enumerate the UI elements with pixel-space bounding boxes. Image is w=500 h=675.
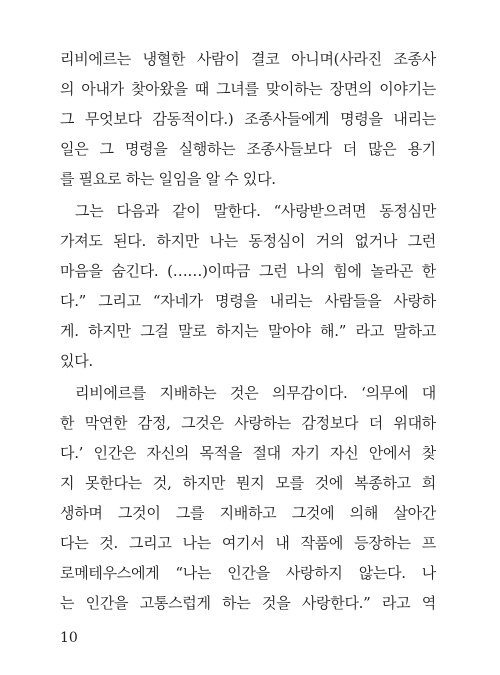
- paragraph-3-line-1: 리비에르를 지배하는 것은 의무감이다. ‘의무에 대: [75, 384, 436, 402]
- paragraph-3-line-7: 로메테우스에게 “나는 인간을 사랑하지 않는다. 나: [60, 564, 436, 582]
- paragraph-1-line-5: 를 필요로 하는 일임을 알 수 있다.: [60, 170, 276, 188]
- paragraph-2-line-6: 있다.: [60, 352, 93, 370]
- paragraph-1-line-2: 의 아내가 찾아왔을 때 그녀를 맞이하는 장면의 이야기는: [60, 80, 436, 98]
- paragraph-3-line-8: 는 인간을 고통스럽게 하는 것을 사랑한다.” 라고 역: [60, 594, 436, 612]
- paragraph-3-line-6: 다는 것. 그리고 나는 여기서 내 작품에 등장하는 프: [60, 534, 436, 552]
- paragraph-3-line-4: 지 못한다는 것, 하지만 뭔지 모를 것에 복종하고 희: [60, 474, 436, 492]
- paragraph-3-line-2: 한 막연한 감정, 그것은 사랑하는 감정보다 더 위대하: [60, 414, 436, 432]
- paragraph-2-line-2: 가져도 된다. 하지만 나는 동정심이 거의 없거나 그런: [60, 232, 436, 250]
- paragraph-3-line-3: 다.’ 인간은 자신의 목적을 절대 자기 자신 안에서 찾: [60, 444, 436, 462]
- paragraph-2-line-4: 다.” 그리고 “자네가 명령을 내리는 사람들을 사랑하: [60, 292, 436, 310]
- paragraph-2-line-5: 게. 하지만 그걸 말로 하지는 말아야 해.” 라고 말하고: [60, 322, 436, 340]
- paragraph-1-line-4: 일은 그 명령을 실행하는 조종사들보다 더 많은 용기: [60, 140, 436, 158]
- paragraph-2-line-3: 마음을 숨긴다. (……)이따금 그런 나의 힘에 놀라곤 한: [60, 262, 436, 280]
- paragraph-1-line-3: 그 무엇보다 감동적이다.) 조종사들에게 명령을 내리는: [60, 110, 436, 128]
- paragraph-3-line-5: 생하며 그것이 그를 지배하고 그것에 의해 살아간: [60, 504, 436, 522]
- paragraph-1-line-1: 리비에르는 냉혈한 사람이 결코 아니며(사라진 조종사: [60, 50, 436, 68]
- page-number: 10: [60, 630, 78, 646]
- paragraph-2-line-1: 그는 다음과 같이 말한다. “사랑받으려면 동정심만: [75, 202, 436, 220]
